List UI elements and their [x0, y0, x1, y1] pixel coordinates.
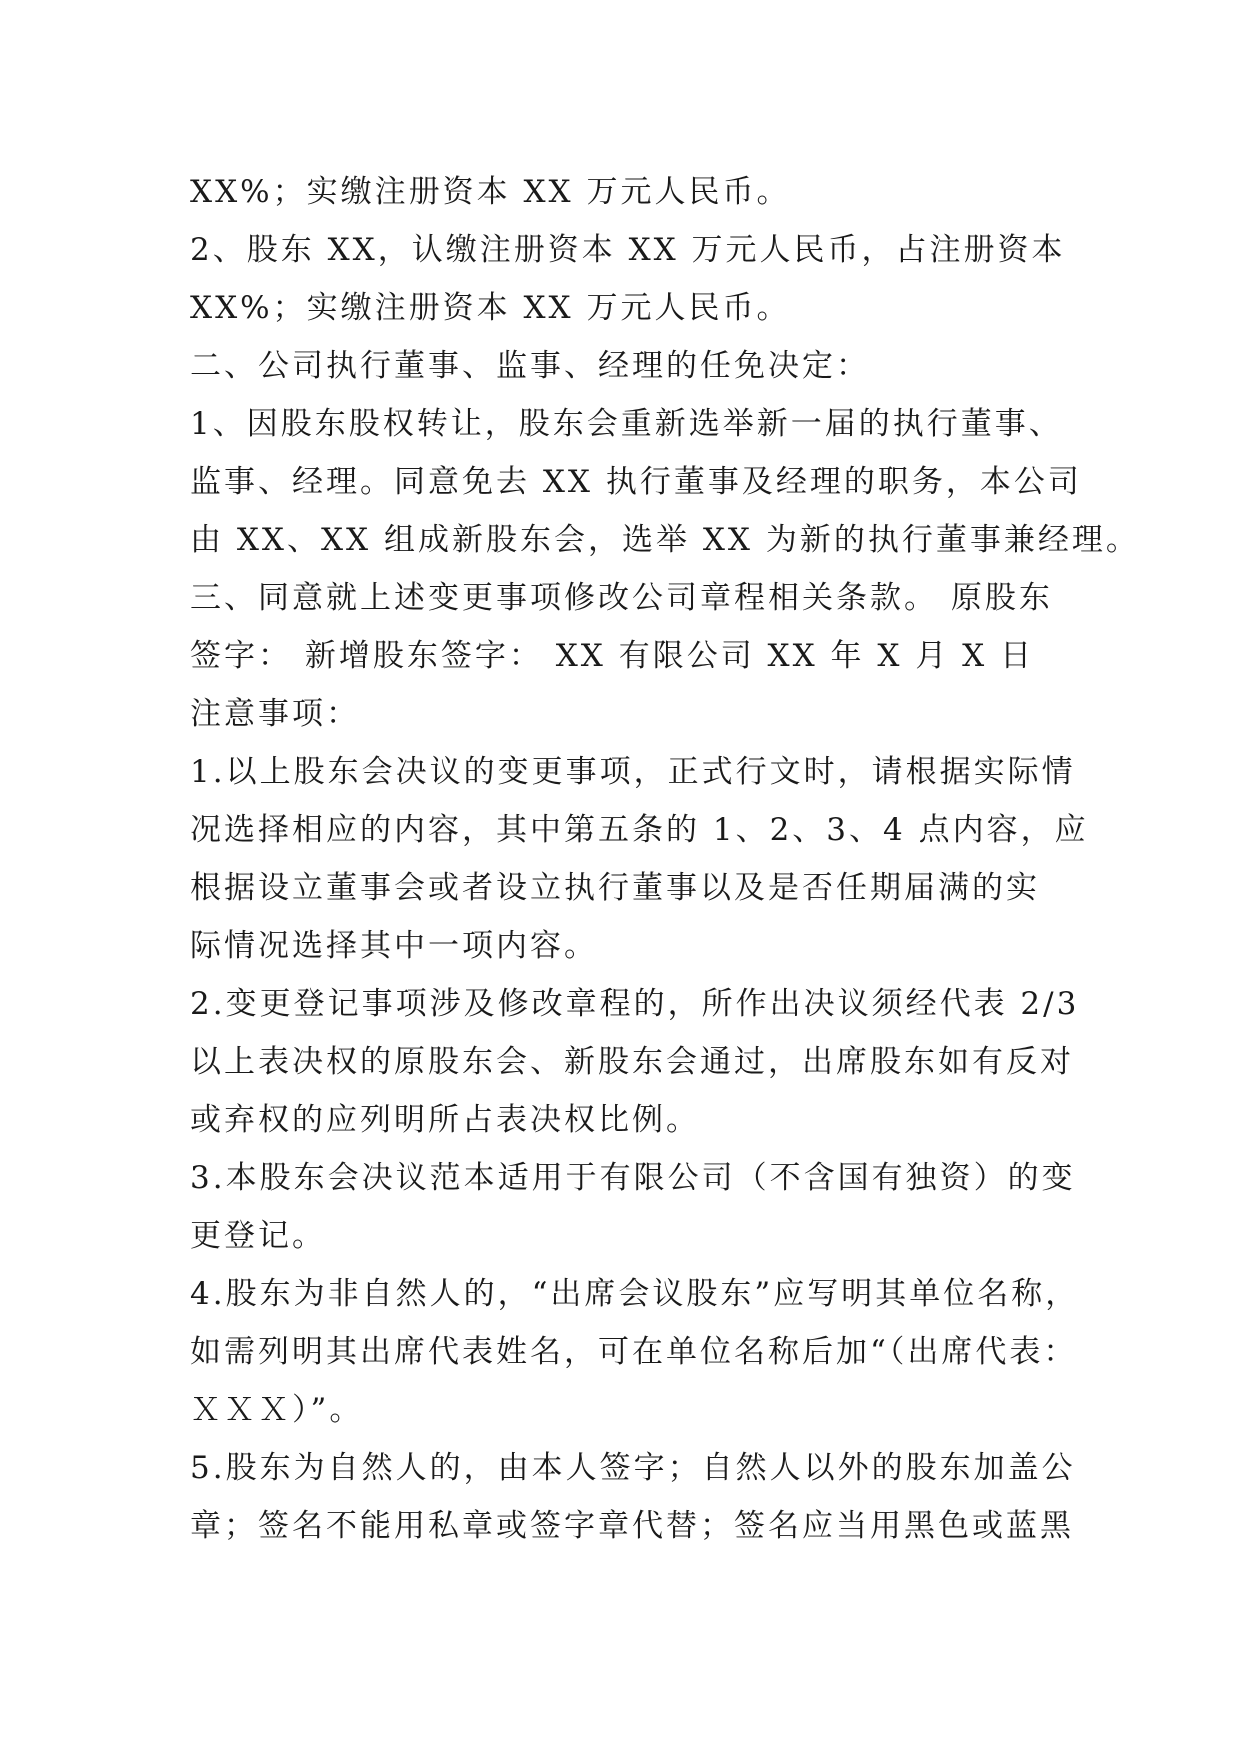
document-body	[190, 163, 1140, 1555]
text-line: 三、同意就上述变更事项修改公司章程相关条款。 原股东	[190, 580, 1053, 616]
text-line: 根据设立董事会或者设立执行董事以及是否任期届满的实	[190, 870, 1040, 906]
text-line: 际情况选择其中一项内容。	[190, 928, 598, 964]
text-line: 章；签名不能用私章或签字章代替；签名应当用黑色或蓝黑	[190, 1508, 1074, 1544]
text-line: 3.本股东会决议范本适用于有限公司（不含国有独资）的变	[190, 1160, 1076, 1196]
text-line: 由 XX、XX 组成新股东会，选举 XX 为新的执行董事兼经理。	[190, 522, 1140, 558]
signature-line: 签字： 新增股东签字： XX 有限公司 XX 年 X 月 X 日	[190, 638, 1035, 674]
text-line: 更登记。	[190, 1218, 326, 1254]
text-line: 如需列明其出席代表姓名，可在单位名称后加“（出席代表：	[190, 1334, 1078, 1370]
text-line: 2、股东 XX，认缴注册资本 XX 万元人民币，占注册资本	[190, 232, 1066, 268]
notes-heading: 注意事项：	[190, 696, 360, 732]
text-line: 1.以上股东会决议的变更事项，正式行文时，请根据实际情	[190, 754, 1076, 790]
text-line: 监事、经理。同意免去 XX 执行董事及经理的职务，本公司	[190, 464, 1082, 500]
text-line: 4.股东为非自然人的，“出席会议股东”应写明其单位名称，	[190, 1276, 1080, 1312]
text-line: 5.股东为自然人的，由本人签字；自然人以外的股东加盖公	[190, 1450, 1076, 1486]
text-line: ＸＸＸ）”。	[190, 1392, 364, 1428]
text-line: 或弃权的应列明所占表决权比例。	[190, 1102, 700, 1138]
section-heading: 二、公司执行董事、监事、经理的任免决定：	[190, 348, 870, 384]
text-line: 2.变更登记事项涉及修改章程的，所作出决议须经代表 2/3	[190, 986, 1080, 1022]
text-line: XX%；实缴注册资本 XX 万元人民币。	[190, 174, 791, 210]
text-line: 况选择相应的内容，其中第五条的 1、2、3、4 点内容，应	[190, 812, 1089, 848]
text-line: 1、因股东股权转让，股东会重新选举新一届的执行董事、	[190, 406, 1063, 442]
text-line: 以上表决权的原股东会、新股东会通过，出席股东如有反对	[190, 1044, 1074, 1080]
text-line: XX%；实缴注册资本 XX 万元人民币。	[190, 290, 791, 326]
